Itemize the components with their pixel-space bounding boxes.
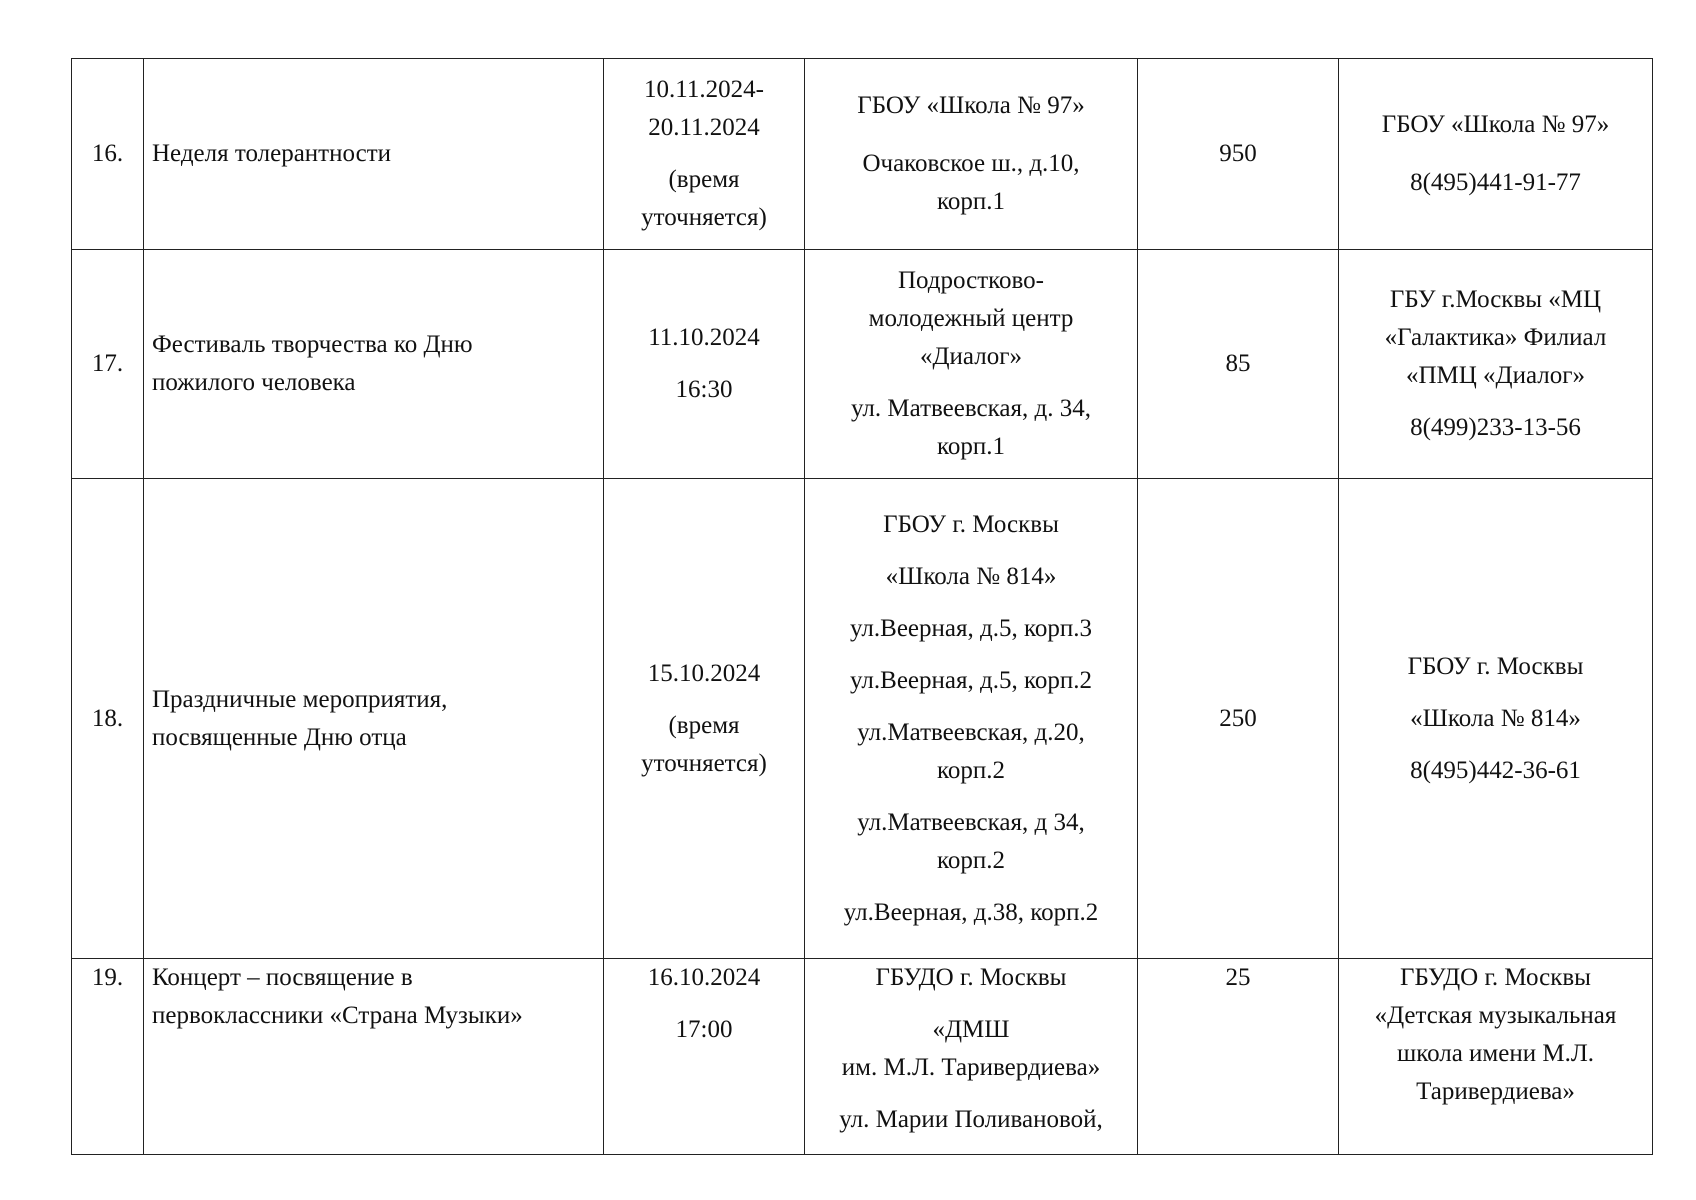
participants-count: 25 [1138, 959, 1339, 1155]
event-name: Праздничные мероприятия, посвященные Дню отца [144, 479, 604, 959]
event-place: ГБОУ г. Москвы «Школа № 814» ул.Веерная, д.5, корп.3 ул.Веерная, д.5, корп.2 ул.Матвеевская, д.20, корп.2 ул.Матвеевская, д 34, корп.2 ул.Веерная, д.38, корп.2 [805, 479, 1138, 959]
organizer: ГБУДО г. Москвы «Детская музыкальная школа имени М.Л. Таривердиева» [1339, 959, 1653, 1155]
event-date: 15.10.2024 (время уточняется) [604, 479, 805, 959]
organizer: ГБУ г.Москвы «МЦ «Галактика» Филиал «ПМЦ «Диалог» 8(499)233-13-56 [1339, 250, 1653, 479]
event-place: Подростково- молодежный центр «Диалог» ул. Матвеевская, д. 34, корп.1 [805, 250, 1138, 479]
participants-count: 250 [1138, 479, 1339, 959]
table-row [72, 59, 1653, 250]
row-number: 19. [72, 959, 144, 1155]
events-table [71, 58, 1653, 1155]
participants-count: 950 [1138, 59, 1339, 250]
event-name: Неделя толерантности [144, 59, 604, 250]
organizer: ГБОУ «Школа № 97» 8(495)441-91-77 [1339, 59, 1653, 250]
table-row [72, 250, 1653, 479]
event-date: 11.10.2024 16:30 [604, 250, 805, 479]
row-number: 17. [72, 250, 144, 479]
row-number: 16. [72, 59, 144, 250]
table-row [72, 959, 1653, 1155]
event-place: ГБУДО г. Москвы «ДМШ им. М.Л. Таривердиева» ул. Марии Поливановой, [805, 959, 1138, 1155]
event-name: Концерт – посвящение в первоклассники «Страна Музыки» [144, 959, 604, 1155]
event-date: 10.11.2024- 20.11.2024 (время уточняется) [604, 59, 805, 250]
event-name: Фестиваль творчества ко Дню пожилого человека [144, 250, 604, 479]
organizer: ГБОУ г. Москвы «Школа № 814» 8(495)442-36-61 [1339, 479, 1653, 959]
row-number: 18. [72, 479, 144, 959]
event-place: ГБОУ «Школа № 97» Очаковское ш., д.10, корп.1 [805, 59, 1138, 250]
participants-count: 85 [1138, 250, 1339, 479]
table-row [72, 479, 1653, 959]
event-date: 16.10.2024 17:00 [604, 959, 805, 1155]
